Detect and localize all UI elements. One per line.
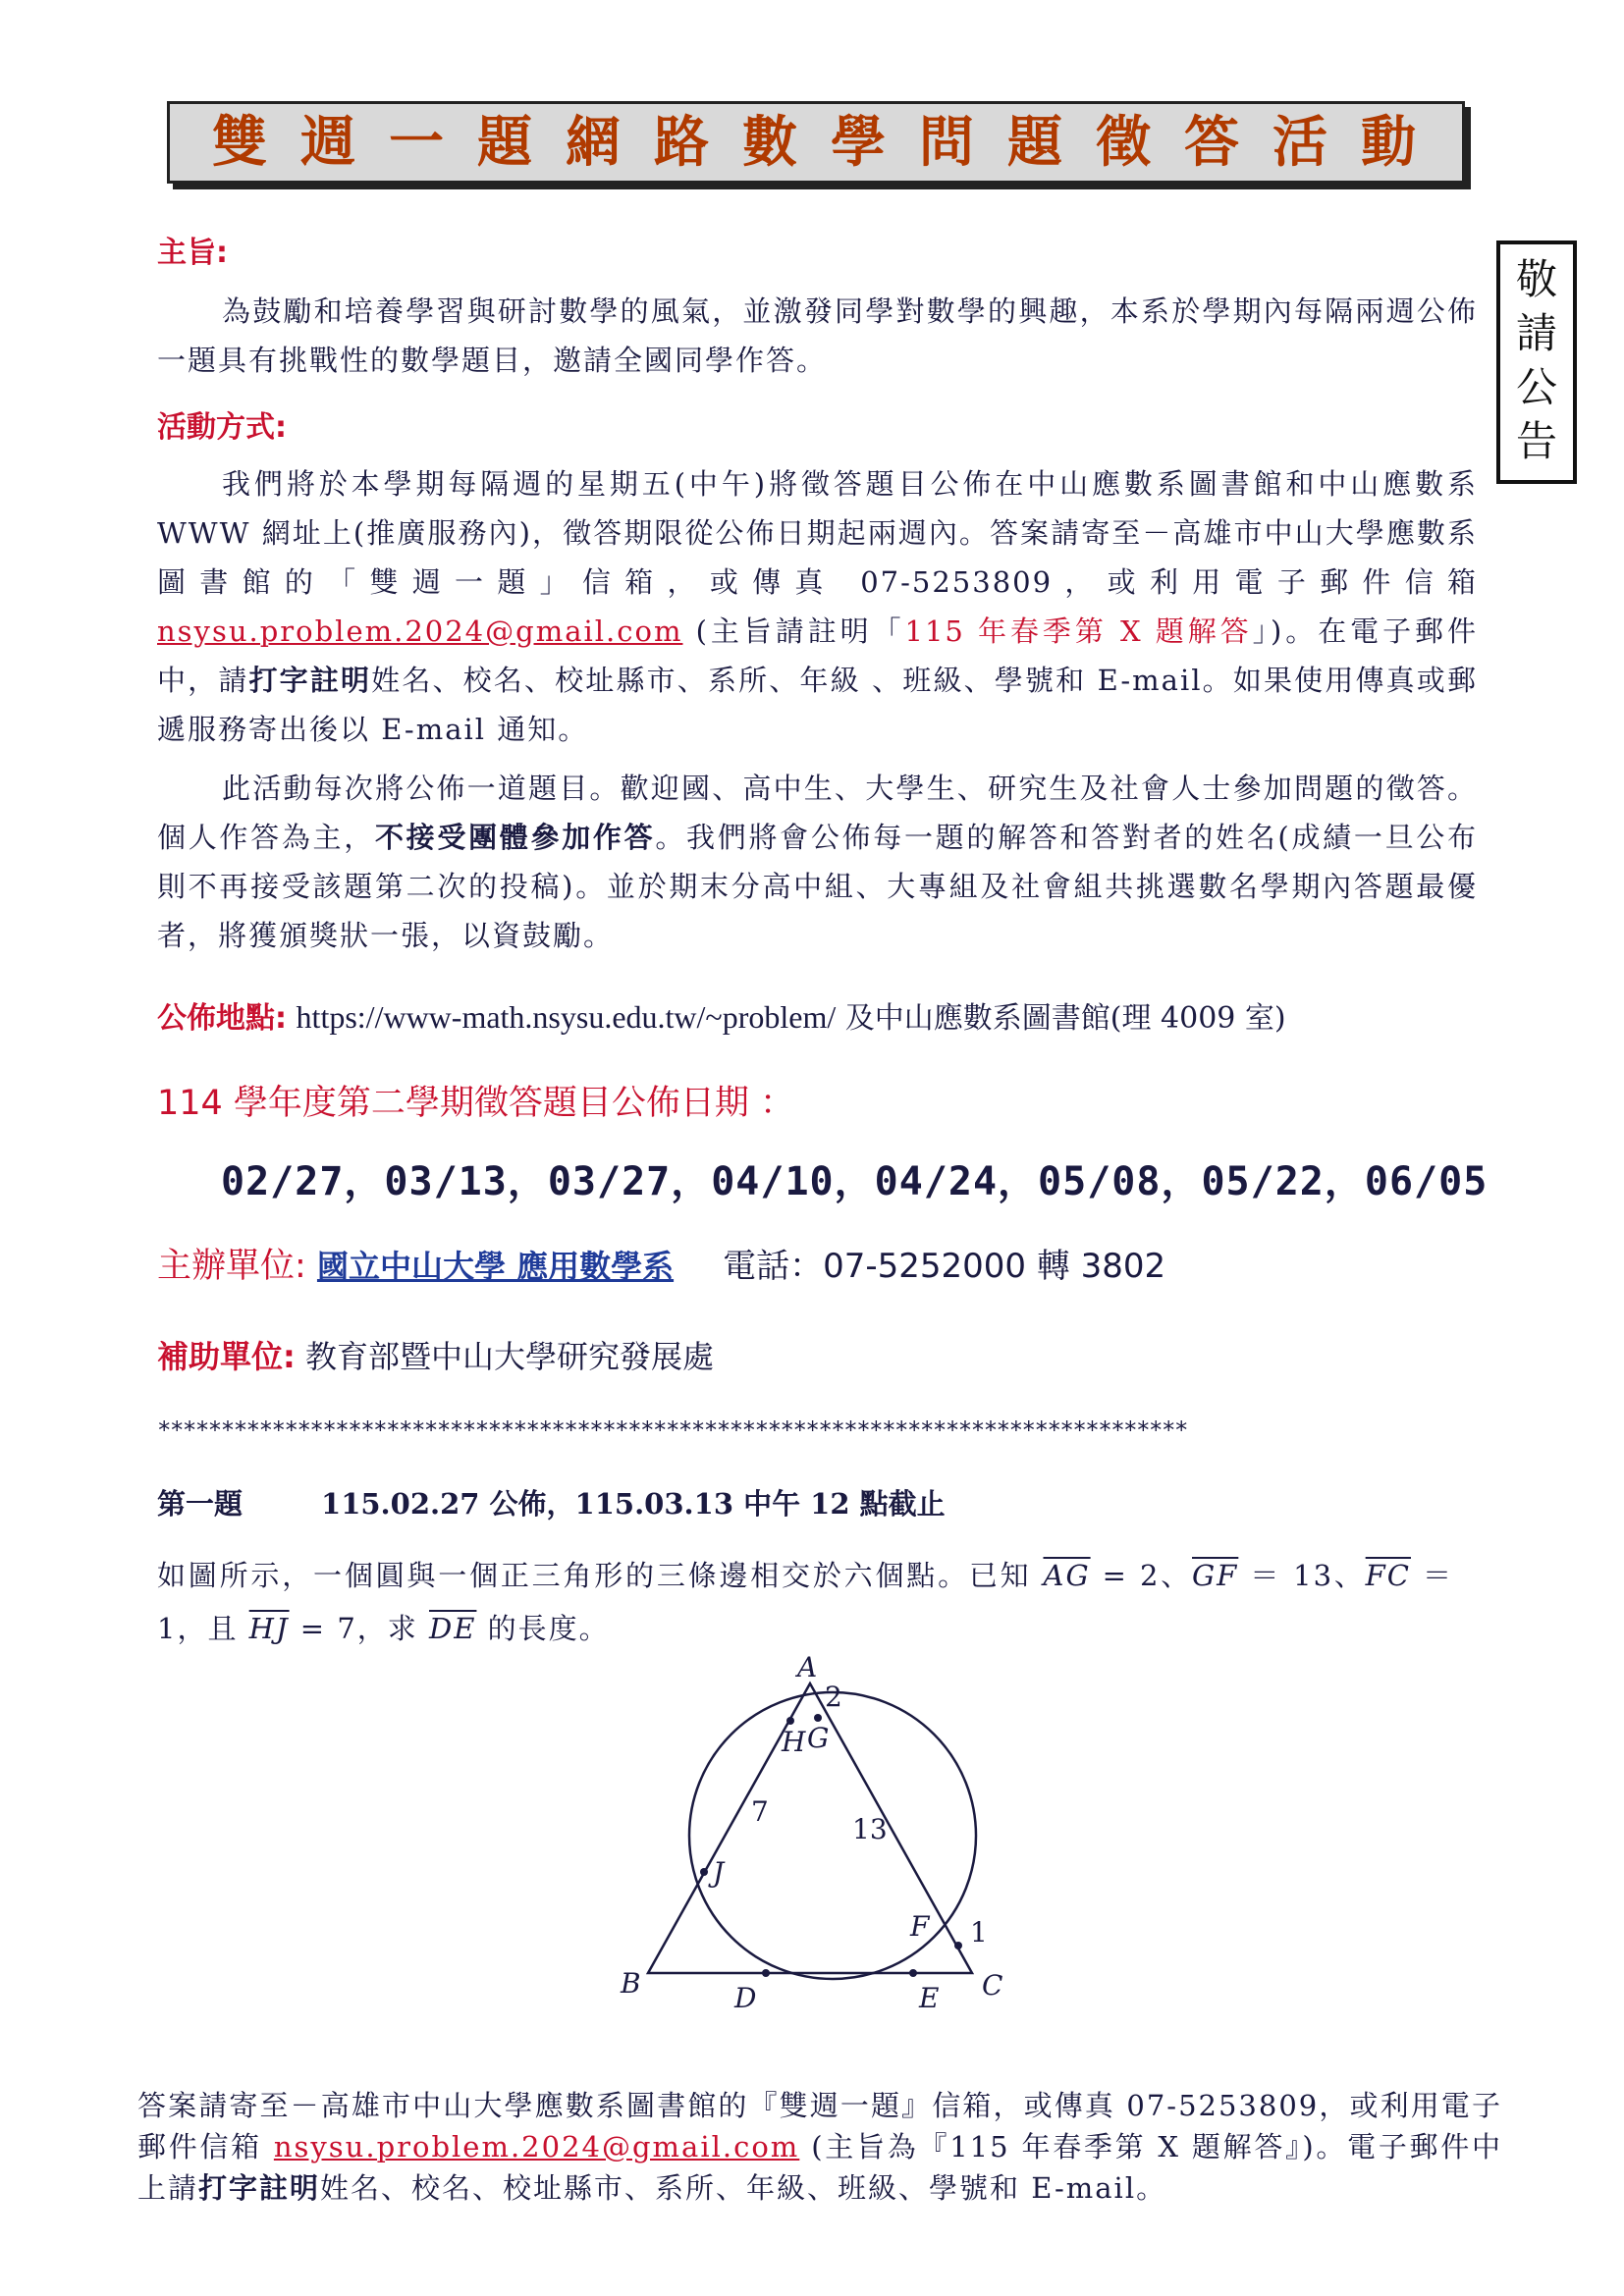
method-text: (主旨請註明「: [682, 614, 905, 648]
location-line: [157, 993, 1286, 1037]
problem-header: [157, 1482, 946, 1522]
organizer-line: [157, 1239, 1165, 1288]
label-j: J: [713, 1856, 725, 1889]
method-text: 姓名、校名、校址縣市、系所、年級 、班級、學號和 E-mail。如果使用傳真或郵遞服務寄出後以 E-mail 通知。: [157, 664, 1478, 746]
segment-gf: $\overline{GF}$: [1192, 1559, 1239, 1592]
footer-email-link[interactable]: nsysu.problem.2024@gmail.com: [273, 2130, 800, 2163]
problem-text: = 7，求: [289, 1612, 429, 1645]
sponsor-line: [157, 1332, 714, 1377]
segment-de: $\overline{DE}$: [429, 1612, 477, 1645]
organizer-label: 主辦單位:: [157, 1247, 306, 1286]
point-e-dot: [909, 1969, 917, 1977]
length-fc: 1: [970, 1916, 988, 1949]
notice-char: 敬: [1515, 255, 1557, 303]
purpose-heading: 主旨:: [157, 236, 228, 270]
problem-dates: 115.02.27 公佈，115.03.13 中午 12 點截止: [321, 1487, 946, 1521]
emphasis-text: 不接受團體參加作答: [374, 821, 656, 854]
length-hj: 7: [751, 1795, 769, 1828]
point-d-dot: [762, 1969, 770, 1977]
footer-emphasis: 打字註明: [198, 2171, 321, 2205]
label-f: F: [910, 1910, 930, 1943]
email-link[interactable]: nsysu.problem.2024@gmail.com: [157, 614, 683, 648]
page-title: 雙週一題網路數學問題徵答活動: [167, 101, 1465, 184]
problem-text: 如圖所示，一個圓與一個正三角形的三條邊相交於六個點。已知: [157, 1559, 1044, 1592]
point-j-dot: [700, 1868, 708, 1876]
length-ag: 2: [825, 1681, 842, 1713]
segment-ag: $\overline{AG}$: [1043, 1559, 1091, 1592]
problem-text: ＝ 1，且: [157, 1559, 1454, 1645]
segment-fc: $\overline{FC}$: [1365, 1559, 1411, 1592]
schedule-title: 114 學年度第二學期徵答題目公佈日期 ：: [157, 1084, 795, 1123]
method-paragraph-1: [157, 459, 1478, 754]
method-text: 」)。在電子郵件中，請: [157, 614, 1478, 697]
circle: [689, 1692, 976, 1979]
problem-label: 第一題: [157, 1487, 244, 1521]
label-d: D: [734, 1982, 757, 2012]
method-text: 我們將於本學期每隔週的星期五(中午)將徵答題目公佈在中山應數系圖書館和中山應數系 WWW 網址上(推廣服務內)，徵答期限從公佈日期起兩週內。答案請寄至－高雄市中山大學應數系圖書館的「雙週一題」信箱，或傳真 07-5253809，或利用電子郵件信箱: [157, 467, 1478, 599]
problem-text: = 2、: [1090, 1559, 1193, 1592]
footer-instructions: [137, 2085, 1502, 2209]
point-g-dot: [814, 1714, 822, 1722]
subject-hint: 115 年春季第 X 題解答: [904, 614, 1253, 648]
method-text: 。我們將會公佈每一題的解答和答對者的姓名(成績一旦公布則不再接受該題第二次的投稿)。並於期末分高中組、大專組及社會組共挑選數名學期內答題最優者，將獲頒獎狀一張，以資鼓勵。: [157, 821, 1478, 952]
footer-text: (主旨為『115 年春季第 X 題解答』)。電子郵件中上請: [137, 2130, 1503, 2205]
notice-char: 告: [1515, 417, 1557, 465]
problem-text: ＝ 13、: [1238, 1559, 1366, 1592]
schedule-dates: 02/27，03/13，03/27，04/10，04/24，05/08，05/22，06/05: [221, 1159, 1489, 1204]
location-text: 及中山應數系圖書館(理 4009 室): [836, 1001, 1286, 1036]
organizer-phone: 電話：07-5252000 轉 3802: [723, 1247, 1166, 1286]
footer-text: 姓名、校名、校址縣市、系所、年級、班級、學號和 E-mail。: [320, 2171, 1167, 2205]
point-f-dot: [954, 1942, 962, 1949]
label-b: B: [621, 1967, 641, 2000]
notice-char: 公: [1515, 363, 1557, 411]
geometry-figure: [589, 1649, 1041, 2012]
length-gf: 13: [852, 1813, 888, 1845]
method-heading: 活動方式:: [157, 410, 287, 445]
notice-char: 請: [1515, 309, 1557, 357]
problem-text: 的長度。: [476, 1612, 610, 1645]
website-link[interactable]: https://www-math.nsysu.edu.tw/~problem/: [296, 999, 837, 1035]
point-h-dot: [786, 1717, 794, 1725]
label-g: G: [807, 1722, 830, 1754]
emphasis-text: 打字註明: [248, 664, 372, 697]
label-e: E: [919, 1982, 940, 2012]
location-label: 公佈地點:: [157, 1001, 287, 1036]
label-a: A: [797, 1651, 818, 1683]
label-h: H: [782, 1726, 806, 1758]
method-text: 此活動每次將公佈一道題目。歡迎國、高中生、大學生、研究生及社會人士參加問題的徵答。個人作答為主，: [157, 772, 1478, 854]
method-paragraph-2: [157, 764, 1478, 960]
label-c: C: [982, 1969, 1003, 2002]
sponsor-name: 教育部暨中山大學研究發展處: [304, 1338, 714, 1375]
organizer-name[interactable]: 國立中山大學 應用數學系: [316, 1248, 675, 1285]
problem-statement: [157, 1549, 1453, 1655]
purpose-text: 為鼓勵和培養學習與研討數學的風氣，並激發同學對數學的興趣，本系於學期內每隔兩週公佈一題具有挑戰性的數學題目，邀請全國同學作答。: [157, 294, 1478, 377]
sponsor-label: 補助單位:: [157, 1338, 296, 1375]
notice-stamp: [1496, 240, 1577, 484]
separator: *********************************************************************************: [157, 1416, 1187, 1444]
segment-hj: $\overline{HJ}$: [248, 1612, 290, 1645]
footer-text: 答案請寄至－高雄市中山大學應數系圖書館的『雙週一題』信箱，或傳真 07-5253809，或利用電子郵件信箱: [137, 2089, 1502, 2163]
